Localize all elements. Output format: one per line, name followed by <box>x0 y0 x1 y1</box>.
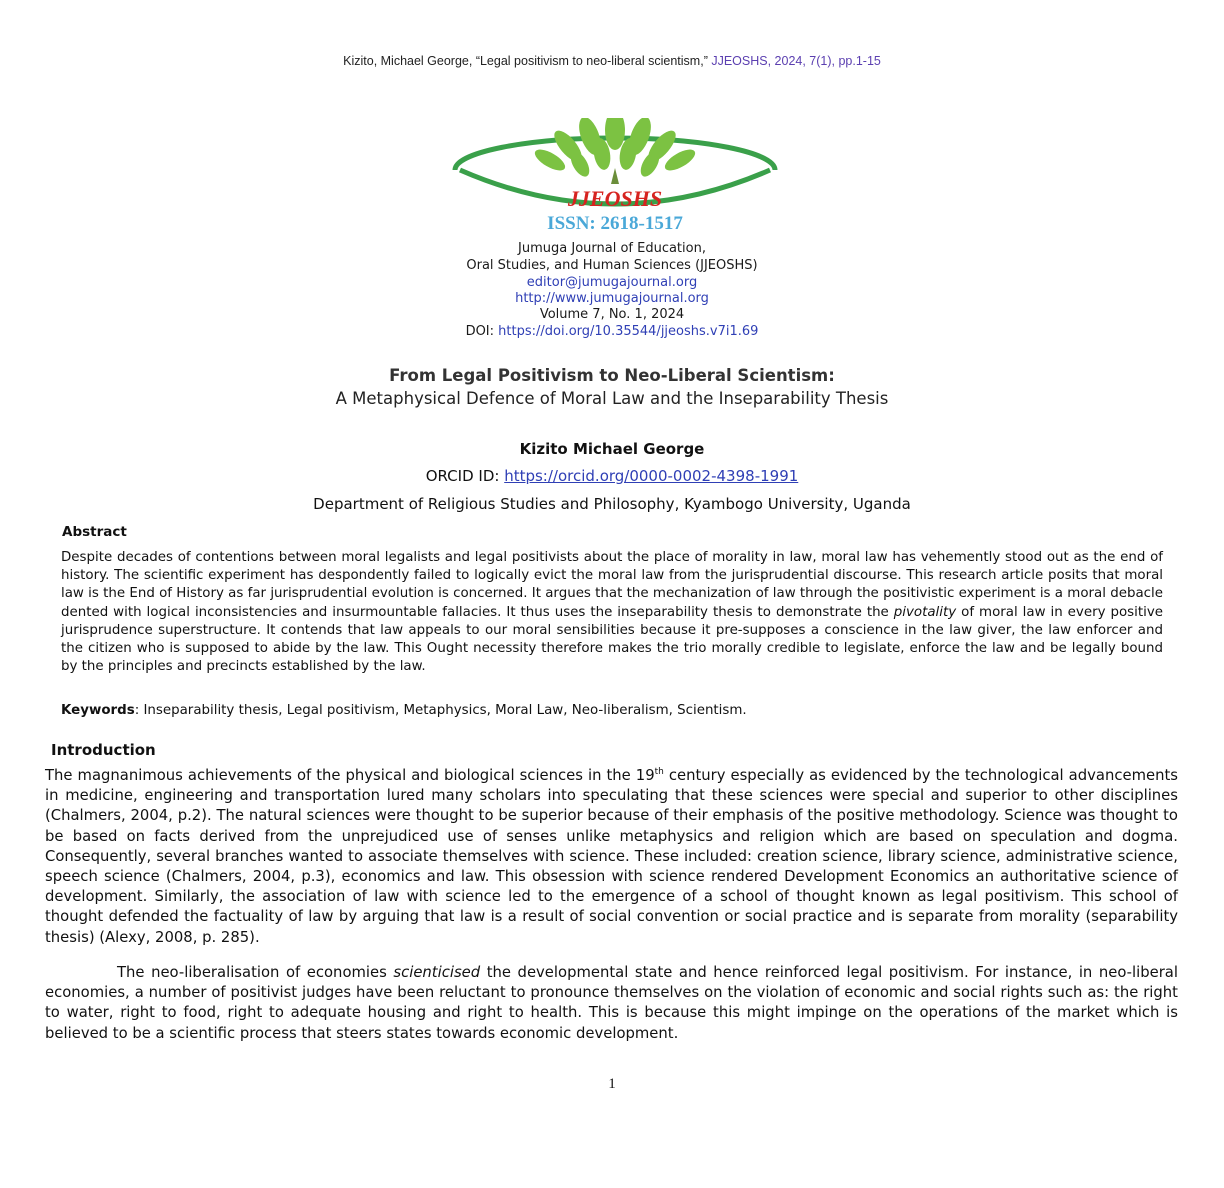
doi-line <box>0 324 1224 340</box>
paragraph-text: The magnanimous achievements of the physical and biological sciences in the 19 <box>45 766 655 784</box>
introduction-paragraph-2 <box>45 963 1178 1044</box>
journal-volume: Volume 7, No. 1, 2024 <box>539 307 685 322</box>
author-name: Kizito Michael George <box>519 440 705 458</box>
running-head <box>0 54 1224 68</box>
introduction-paragraph-1 <box>45 762 1178 948</box>
article-title: From Legal Positivism to Neo-Liberal Scientism: <box>389 366 835 385</box>
abstract-text-part: Despite decades of contentions between moral legalists and legal positivists about the place of morality in law, moral law has vehemently stood out as the end of history. The scientific experiment has despondently failed to logically evict the moral law from the jurisprudential discourse. This research article posits that moral law is the End of History as far jurisprudential evolution is concerned. It argues that the mechanization of law through the positivistic experiment is a moral debacle dented with logical inconsistencies and insurmountable fallacies. It thus uses the inseparability thesis to demonstrate the <box>61 550 1163 620</box>
keywords-line <box>61 703 1163 718</box>
journal-logo <box>440 118 790 243</box>
doi-link[interactable]: https://doi.org/10.35544/jjeoshs.v7i1.69 <box>498 324 759 339</box>
keywords-label: Keywords <box>61 703 135 718</box>
paragraph-text: century especially as evidenced by the technological advancements in medicine, engineering and transportation lured many scholars into speculating that these sciences were special and superior to other disciplines (Chalmers, 2004, p.2). The natural sciences were thought to be superior because of their emphasis of the positive methodology. Science was thought to be based on facts derived from the unprejudiced use of senses unlike metaphysics and religion which are based on speculation and dogma. Consequently, several branches wanted to associate themselves with science. These included: creation science, library science, administrative science, speech science (Chalmers, 2004, p.3), economics and law. This obsession with science rendered Development Economics an authoritative science of development. Similarly, the association of law with science led to the emergence of a school of thought known as legal positivism. This school of thought defended the factuality of law by arguing that law is a result of social convention or social practice and is separate from morality (separability thesis) (Alexy, 2008, p. 285). <box>45 766 1178 946</box>
issn-text: ISSN: 2618-1517 <box>547 213 683 234</box>
orcid-label: ORCID ID: <box>425 467 505 485</box>
tree-logo-icon <box>440 118 790 243</box>
author-affiliation: Department of Religious Studies and Philosophy, Kyambogo University, Uganda <box>313 495 911 513</box>
keywords-list: : Inseparability thesis, Legal positivism, Metaphysics, Moral Law, Neo-liberalism, Scientism. <box>134 703 747 718</box>
italic-term: scienticised <box>393 964 481 981</box>
abstract-italic-term: pivotality <box>893 604 957 620</box>
abstract-text-part: of moral law in every positive jurisprudence superstructure. It contends that law appeals to our moral sensibilities because it pre-supposes a conscience in the law giver, the law enforcer and the citizen who is supposed to abide by the law. This Ought necessity therefore makes the trio morally credible to legislate, enforce the law and be legally bound by the principles and precincts established by the law. <box>61 604 1163 675</box>
journal-email-link[interactable]: editor@jumugajournal.org <box>526 275 698 290</box>
article-subtitle: A Metaphysical Defence of Moral Law and the Inseparability Thesis <box>335 389 889 408</box>
introduction-heading: Introduction <box>51 741 156 759</box>
orcid-link[interactable]: https://orcid.org/0000-0002-4398-1991 <box>504 467 799 485</box>
page-number: 1 <box>608 1076 616 1092</box>
journal-name-line2: Oral Studies, and Human Sciences (JJEOSHS) <box>466 258 758 273</box>
orcid-line <box>0 467 1224 485</box>
paragraph-text: the developmental state and hence reinforced legal positivism. For instance, in neo-liberal economies, a number of positivist judges have been reluctant to pronounce themselves on the violation of economic and social rights such as: the right to water, right to food, right to adequate housing and right to health. This is because this might impinge on the operations of the market which is believed to be a scientific process that steers states towards economic development. <box>45 964 1178 1042</box>
abstract-heading: Abstract <box>62 524 127 540</box>
running-head-text: Kizito, Michael George, “Legal positivism to neo-liberal scientism,” <box>343 54 708 68</box>
abstract-text <box>61 549 1163 676</box>
journal-mark-text: JJEOSHS <box>567 186 663 211</box>
journal-website-link[interactable]: http://www.jumugajournal.org <box>515 291 709 306</box>
doi-label: DOI: <box>465 324 499 339</box>
superscript: th <box>654 767 664 777</box>
running-head-citation: JJEOSHS, 2024, 7(1), pp.1-15 <box>707 54 881 68</box>
paragraph-text: The neo-liberalisation of economies <box>117 964 394 981</box>
journal-name-line1: Jumuga Journal of Education, <box>518 241 706 256</box>
